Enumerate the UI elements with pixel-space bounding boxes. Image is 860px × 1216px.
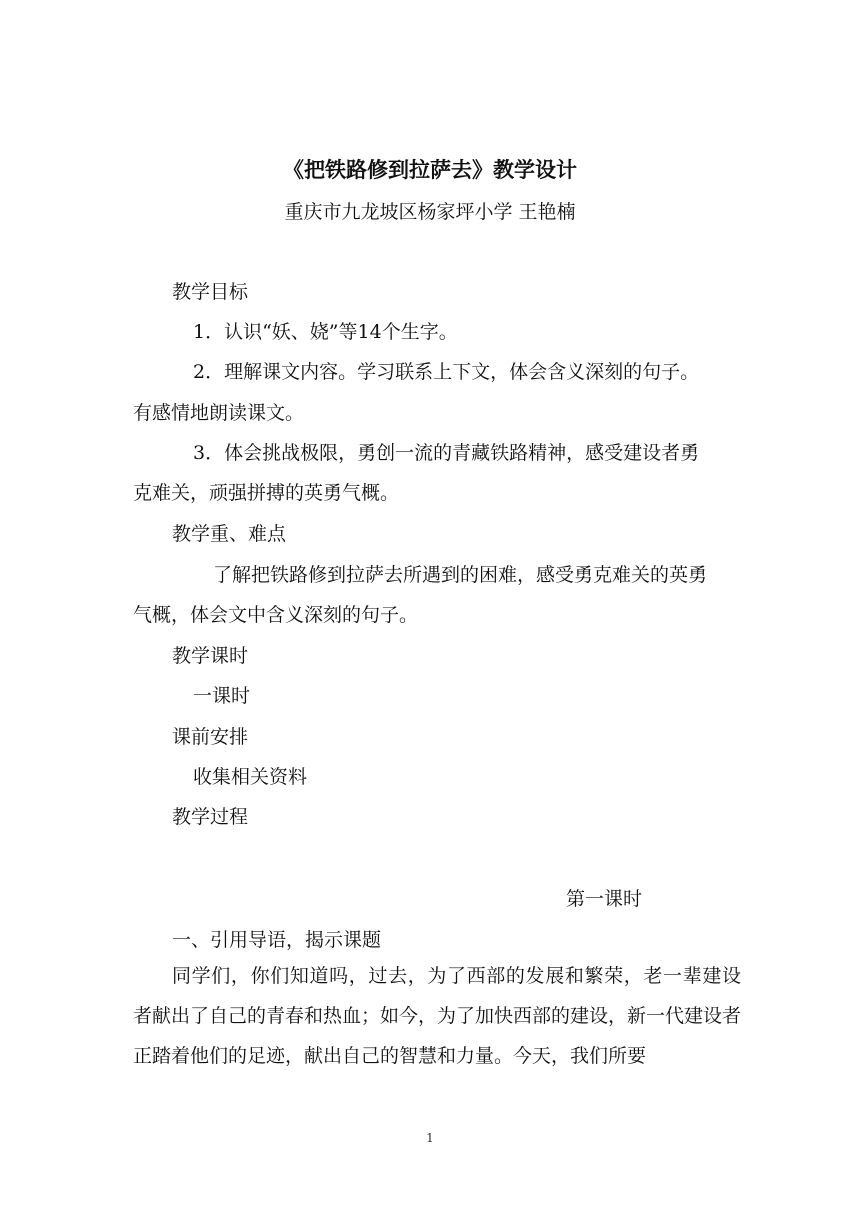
document-title: 《把铁路修到拉萨去》教学设计 xyxy=(283,157,577,182)
prep-heading: 课前安排 xyxy=(172,726,249,748)
objective-1: 1．认识“妖、娆”等14个生字。 xyxy=(193,321,458,343)
objective-2-line2: 有感情地朗读课文。 xyxy=(133,402,305,424)
process-heading: 教学过程 xyxy=(172,806,249,828)
period-label: 第一课时 xyxy=(566,888,643,910)
page-number: 1 xyxy=(426,1131,434,1145)
hours-heading: 教学课时 xyxy=(172,645,249,667)
objective-3-line1: 3．体会挑战极限，勇创一流的青藏铁路精神，感受建设者勇 xyxy=(193,442,700,464)
objectives-heading: 教学目标 xyxy=(172,281,249,303)
keypoints-line2: 气概，体会文中含义深刻的句子。 xyxy=(133,604,419,626)
hours-value: 一课时 xyxy=(193,685,251,707)
keypoints-heading: 教学重、难点 xyxy=(172,523,287,545)
step1-heading: 一、引用导语，揭示课题 xyxy=(172,929,382,951)
objective-3-line2: 克难关，顽强拼搏的英勇气概。 xyxy=(133,482,400,504)
author-line: 重庆市九龙坡区杨家坪小学 王艳楠 xyxy=(284,201,576,223)
intro-paragraph: 同学们，你们知道吗，过去，为了西部的发展和繁荣，老一辈建设者献出了自己的青春和热血；如今，为了加快西部的建设，新一代建设者正踏着他们的足迹，献出自己的智慧和力量。今天，我们所要 xyxy=(133,965,742,1067)
objective-2-line1: 2．理解课文内容。学习联系上下文，体会含义深刻的句子。 xyxy=(193,361,700,383)
prep-value: 收集相关资料 xyxy=(193,766,308,788)
keypoints-line1: 了解把铁路修到拉萨去所遇到的困难，感受勇克难关的英勇 xyxy=(213,564,708,586)
